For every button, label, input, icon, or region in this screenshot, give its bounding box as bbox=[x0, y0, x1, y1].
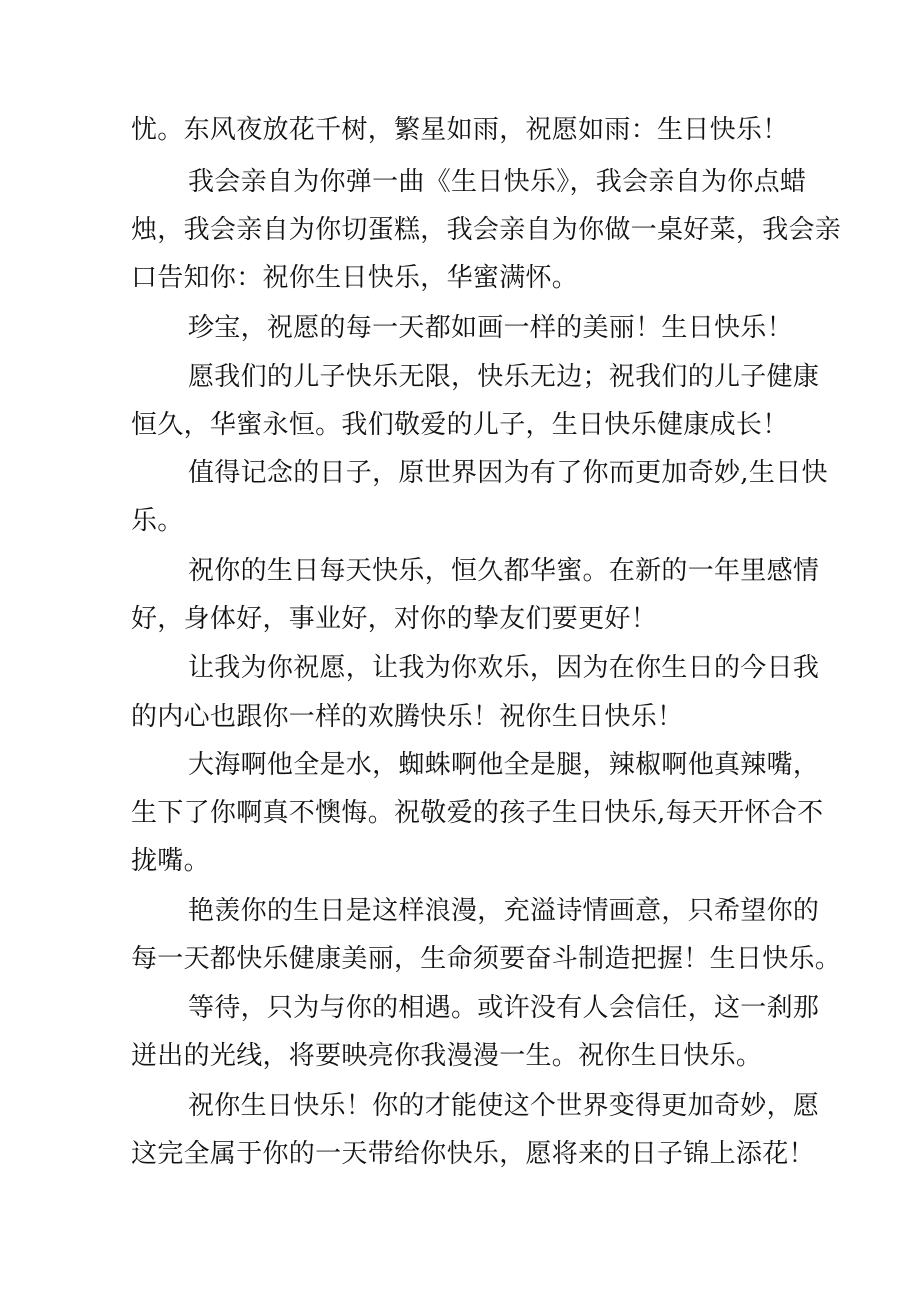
text-line: 珍宝，祝愿的每一天都如画一样的美丽！生日快乐！ bbox=[188, 313, 793, 343]
text-line: 的内心也跟你一样的欢腾快乐！祝你生日快乐！ bbox=[131, 702, 684, 732]
text-line: 值得记念的日子，原世界因为有了你而更加奇妙,生日快 bbox=[188, 458, 828, 488]
text-line: 拢嘴。 bbox=[131, 846, 210, 876]
text-line: 口告知你：祝你生日快乐，华蜜满怀。 bbox=[131, 263, 579, 293]
text-line: 每一天都快乐健康美丽，生命须要奋斗制造把握！生日快乐。 bbox=[131, 944, 842, 974]
text-line: 这完全属于你的一天带给你快乐，愿将来的日子锦上添花！ bbox=[131, 1139, 815, 1169]
text-line: 乐。 bbox=[131, 506, 184, 536]
text-line: 愿我们的儿子快乐无限，快乐无边；祝我们的儿子健康 bbox=[188, 362, 820, 392]
text-line: 艳羡你的生日是这样浪漫，充溢诗情画意，只希望你的 bbox=[188, 896, 820, 926]
text-line: 祝你生日快乐！你的才能使这个世界变得更加奇妙，愿 bbox=[188, 1091, 820, 1121]
text-line: 恒久，华蜜永恒。我们敬爱的儿子，生日快乐健康成长！ bbox=[131, 410, 789, 440]
text-line: 忧。东风夜放花千树，繁星如雨，祝愿如雨：生日快乐！ bbox=[131, 115, 789, 145]
text-line: 等待，只为与你的相遇。或许没有人会信任，这一刹那 bbox=[188, 993, 820, 1023]
text-line: 我会亲自为你弹一曲《生日快乐》，我会亲自为你点蜡 bbox=[188, 167, 807, 197]
text-line: 祝你的生日每天快乐，恒久都华蜜。在新的一年里感情 bbox=[188, 556, 820, 586]
text-line: 迸出的光线，将要映亮你我漫漫一生。祝你生日快乐。 bbox=[131, 1041, 763, 1071]
text-line: 生下了你啊真不懊悔。祝敬爱的孩子生日快乐,每天开怀合不 bbox=[131, 798, 824, 828]
text-line: 大海啊他全是水，蜘蛛啊他全是腿，辣椒啊他真辣嘴， bbox=[188, 750, 820, 780]
text-line: 好，身体好，事业好，对你的挚友们要更好！ bbox=[131, 604, 658, 634]
text-line: 让我为你祝愿，让我为你欢乐，因为在你生日的今日我 bbox=[188, 653, 820, 683]
text-line: 烛，我会亲自为你切蛋糕，我会亲自为你做一桌好菜，我会亲 bbox=[131, 215, 842, 245]
